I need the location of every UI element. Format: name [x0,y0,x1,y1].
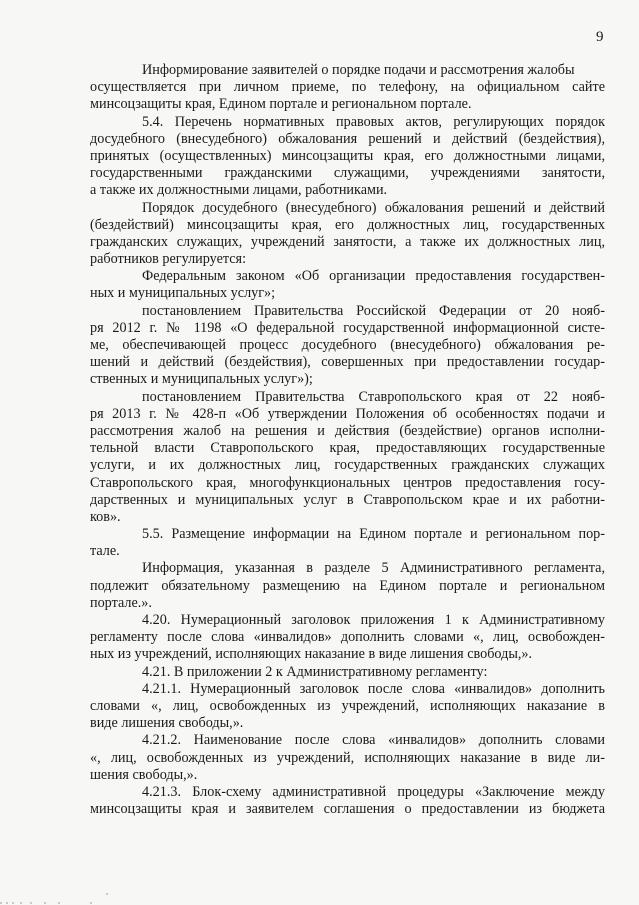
text-line: рассмотрения жалоб на решения и действия (бездействие) органов исполни- [90,422,605,439]
text-line: (бездействий) минсоцзащиты края, его должностных лиц, государственных [90,216,605,233]
text-line: работников регулируется: [90,251,247,268]
text-line: гражданских служащих, учреждений занятости, а также их должностных лиц, [90,233,605,250]
text-line: шения свободы,». [90,766,198,783]
text-line: 4.20. Нумерационный заголовок приложения 1 к Административному [142,612,605,628]
text-line: ных из учреждений, исполняющих наказание в виде лишения свободы,». [90,646,533,663]
text-line: а также их должностными лицами, работниками. [90,182,388,199]
text-line: Федеральным законом «Об организации предоставления государствен- [142,268,605,285]
text-line: принятых (осуществленных) минсоцзащиты края, его должностными лицами, [90,147,605,164]
text-line: ных и муниципальных услуг»; [90,285,276,302]
text-line: минсоцзащиты края и заявителем соглашения о предоставлении из бюджета [90,801,605,818]
text-line: Информация, указанная в разделе 5 Административного регламента, [142,560,605,577]
text-line: виде лишения свободы,». [90,715,244,732]
text-line: осуществляется при личном приеме, по телефону, на официальном сайте [90,79,605,96]
text-line: досудебного (внесудебного) обжалования решений и действий (бездействия), [90,130,605,147]
text-line: ственных и муниципальных услуг»); [90,371,313,388]
text-line: «, лиц, освобожденных из учреждений, исполняющих наказание в виде ли- [90,749,605,766]
text-line: минсоцзащиты края, Едином портале и региональном портале. [90,96,472,113]
text-line: ков». [90,508,121,525]
scan-artifacts [0,893,639,905]
text-line: тале. [90,543,120,560]
text-line: ме, обеспечивающей процесс досудебного (внесудебного) обжалования ре- [90,337,605,353]
text-line: 5.4. Перечень нормативных правовых актов, регулирующих порядок [142,113,605,130]
text-line: 4.21. В приложении 2 к Административному регламенту: [142,663,488,680]
text-line: словами «, лиц, освобожденных из учреждений, исполняющих наказание в [90,697,605,714]
text-line: Порядок досудебного (внесудебного) обжалования решений и действий [142,199,605,216]
text-line: регламенту после слова «инвалидов» дополнить словами «, лиц, освобожден- [90,629,605,646]
text-line: услуги, и их должностных лиц, государственных гражданских служащих [90,457,605,474]
text-line: дарственных и муниципальных услуг в Ставропольском крае и их работни- [90,491,605,508]
text-line: портале.». [90,594,152,611]
text-line: 4.21.2. Наименование после слова «инвалидов» дополнить словами [142,732,605,749]
text-line: 4.21.3. Блок-схему административной процедуры «Заключение между [142,783,605,800]
text-line: подлежит обязательному размещению на Едином портале и региональном [90,577,605,594]
text-line: государственными гражданскими служащими, учреждениями занятости, [90,165,605,182]
text-line: 5.5. Размещение информации на Едином портале и региональном пор- [142,526,605,543]
text-line: постановлением Правительства Ставропольского края от 22 нояб- [142,388,605,405]
text-line: ря 2012 г. № 1198 «О федеральной государственной информационной систе- [90,319,605,336]
text-line: ря 2013 г. № 428-п «Об утверждении Положения об особенностях подачи и [90,405,605,422]
text-line: шений и действий (бездействия), совершенных при предоставлении государ- [90,354,605,371]
text-line: 4.21.1. Нумерационный заголовок после слова «инвалидов» дополнить [142,680,605,697]
page-number: 9 [596,29,604,45]
text-line: Ставропольского края, многофункциональных центров предоставления госу- [90,474,605,491]
document-body [90,62,605,818]
text-line: тельной власти Ставропольского края, предоставляющих государственные [90,440,605,457]
text-line: постановлением Правительства Российской Федерации от 20 нояб- [142,302,605,319]
text-line: Информирование заявителей о порядке подачи и рассмотрения жалобы [142,62,575,78]
